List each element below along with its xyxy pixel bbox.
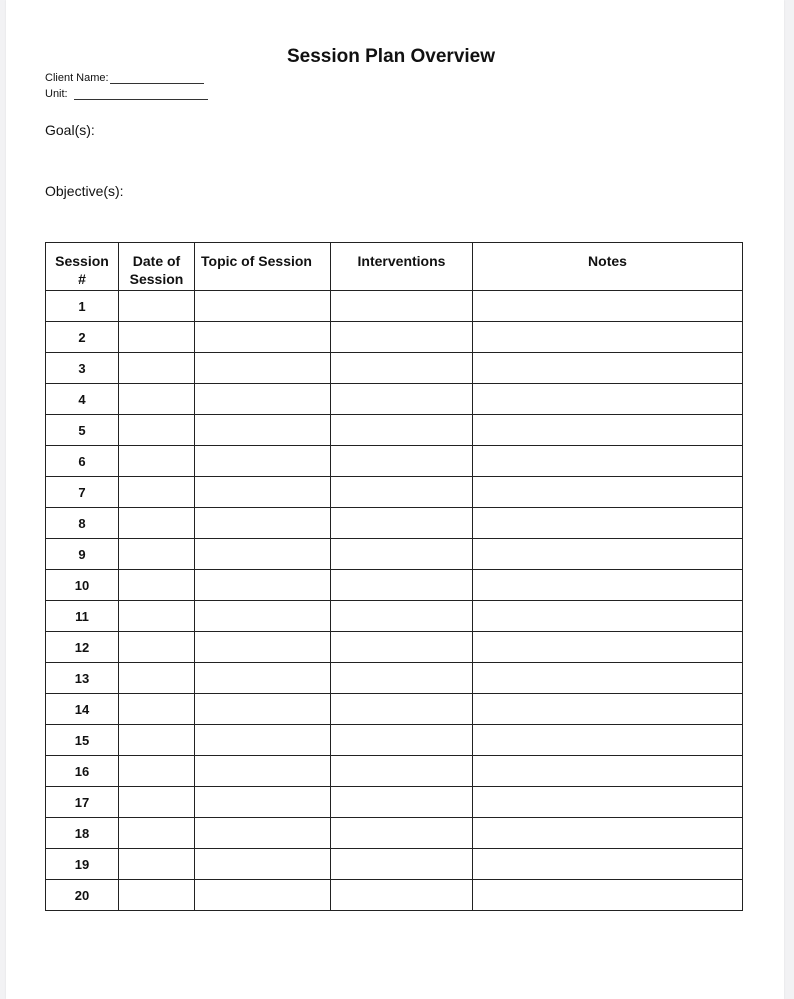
date-cell[interactable] [119, 818, 195, 849]
notes-cell[interactable] [473, 694, 743, 725]
session-number-cell: 8 [46, 508, 119, 539]
session-number-cell: 13 [46, 663, 119, 694]
date-cell[interactable] [119, 880, 195, 911]
table-row [46, 849, 743, 880]
topic-cell[interactable] [195, 415, 331, 446]
session-number-cell: 9 [46, 539, 119, 570]
date-cell[interactable] [119, 694, 195, 725]
interventions-cell[interactable] [331, 632, 473, 663]
date-cell[interactable] [119, 787, 195, 818]
topic-cell[interactable] [195, 353, 331, 384]
table-header-row [46, 243, 743, 291]
interventions-cell[interactable] [331, 880, 473, 911]
header-date-line2: Session [129, 271, 184, 287]
notes-cell[interactable] [473, 508, 743, 539]
session-plan-table [45, 242, 743, 911]
notes-cell[interactable] [473, 601, 743, 632]
table-row [46, 663, 743, 694]
date-cell[interactable] [119, 570, 195, 601]
session-number-cell: 16 [46, 756, 119, 787]
topic-cell[interactable] [195, 322, 331, 353]
date-cell[interactable] [119, 539, 195, 570]
topic-cell[interactable] [195, 787, 331, 818]
topic-cell[interactable] [195, 725, 331, 756]
table-row [46, 508, 743, 539]
interventions-cell[interactable] [331, 570, 473, 601]
date-cell[interactable] [119, 508, 195, 539]
table-row [46, 415, 743, 446]
table-row [46, 756, 743, 787]
date-cell[interactable] [119, 601, 195, 632]
unit-label: Unit: [45, 88, 68, 100]
header-topic: Topic of Session [195, 243, 331, 291]
topic-cell[interactable] [195, 756, 331, 787]
notes-cell[interactable] [473, 539, 743, 570]
unit-field [45, 88, 208, 100]
page-title: Session Plan Overview [286, 46, 496, 67]
date-cell[interactable] [119, 725, 195, 756]
session-number-cell: 17 [46, 787, 119, 818]
session-number-cell: 20 [46, 880, 119, 911]
session-number-cell: 19 [46, 849, 119, 880]
interventions-cell[interactable] [331, 539, 473, 570]
session-number-cell: 6 [46, 446, 119, 477]
topic-cell[interactable] [195, 849, 331, 880]
session-number-cell: 2 [46, 322, 119, 353]
notes-cell[interactable] [473, 787, 743, 818]
table-row [46, 539, 743, 570]
date-cell[interactable] [119, 663, 195, 694]
date-cell[interactable] [119, 322, 195, 353]
date-cell[interactable] [119, 353, 195, 384]
interventions-cell[interactable] [331, 322, 473, 353]
topic-cell[interactable] [195, 694, 331, 725]
topic-cell[interactable] [195, 508, 331, 539]
date-cell[interactable] [119, 849, 195, 880]
interventions-cell[interactable] [331, 353, 473, 384]
notes-cell[interactable] [473, 818, 743, 849]
header-date-of-session [119, 243, 195, 291]
client-name-field [45, 72, 204, 84]
notes-cell[interactable] [473, 880, 743, 911]
session-number-cell: 4 [46, 384, 119, 415]
table-row [46, 694, 743, 725]
table-row [46, 291, 743, 322]
table-row [46, 384, 743, 415]
interventions-cell[interactable] [331, 663, 473, 694]
session-number-cell: 3 [46, 353, 119, 384]
header-session-line1: Session [55, 253, 109, 269]
table-row [46, 880, 743, 911]
date-cell[interactable] [119, 446, 195, 477]
interventions-cell[interactable] [331, 787, 473, 818]
notes-cell[interactable] [473, 322, 743, 353]
date-cell[interactable] [119, 632, 195, 663]
table-row [46, 632, 743, 663]
notes-cell[interactable] [473, 384, 743, 415]
table-row [46, 322, 743, 353]
client-name-blank-line[interactable] [110, 73, 204, 84]
notes-cell[interactable] [473, 477, 743, 508]
topic-cell[interactable] [195, 632, 331, 663]
session-number-cell: 12 [46, 632, 119, 663]
table-row [46, 446, 743, 477]
notes-cell[interactable] [473, 663, 743, 694]
table-body [46, 291, 743, 911]
date-cell[interactable] [119, 291, 195, 322]
interventions-cell[interactable] [331, 601, 473, 632]
notes-cell[interactable] [473, 632, 743, 663]
notes-cell[interactable] [473, 570, 743, 601]
table-row [46, 725, 743, 756]
topic-cell[interactable] [195, 446, 331, 477]
topic-cell[interactable] [195, 291, 331, 322]
interventions-cell[interactable] [331, 849, 473, 880]
table-row [46, 601, 743, 632]
header-session-line2: # [78, 271, 86, 287]
session-number-cell: 15 [46, 725, 119, 756]
session-number-cell: 18 [46, 818, 119, 849]
header-session-number [46, 243, 119, 291]
interventions-cell[interactable] [331, 725, 473, 756]
date-cell[interactable] [119, 384, 195, 415]
objectives-label: Objective(s): [45, 183, 124, 199]
interventions-cell[interactable] [331, 384, 473, 415]
notes-cell[interactable] [473, 291, 743, 322]
notes-cell[interactable] [473, 446, 743, 477]
session-number-cell: 7 [46, 477, 119, 508]
topic-cell[interactable] [195, 539, 331, 570]
date-cell[interactable] [119, 477, 195, 508]
date-cell[interactable] [119, 415, 195, 446]
table-row [46, 787, 743, 818]
topic-cell[interactable] [195, 477, 331, 508]
header-notes: Notes [473, 243, 743, 291]
notes-cell[interactable] [473, 353, 743, 384]
notes-cell[interactable] [473, 849, 743, 880]
topic-cell[interactable] [195, 384, 331, 415]
session-number-cell: 14 [46, 694, 119, 725]
interventions-cell[interactable] [331, 415, 473, 446]
table-row [46, 818, 743, 849]
session-number-cell: 1 [46, 291, 119, 322]
topic-cell[interactable] [195, 601, 331, 632]
session-number-cell: 5 [46, 415, 119, 446]
notes-cell[interactable] [473, 756, 743, 787]
topic-cell[interactable] [195, 818, 331, 849]
client-name-label: Client Name: [45, 72, 109, 84]
notes-cell[interactable] [473, 725, 743, 756]
interventions-cell[interactable] [331, 291, 473, 322]
session-number-cell: 11 [46, 601, 119, 632]
goals-label: Goal(s): [45, 122, 95, 138]
session-number-cell: 10 [46, 570, 119, 601]
table-row [46, 570, 743, 601]
interventions-cell[interactable] [331, 756, 473, 787]
header-date-line1: Date of [132, 253, 181, 269]
table-row [46, 477, 743, 508]
interventions-cell[interactable] [331, 446, 473, 477]
interventions-cell[interactable] [331, 818, 473, 849]
topic-cell[interactable] [195, 570, 331, 601]
unit-blank-line[interactable] [74, 89, 208, 100]
date-cell[interactable] [119, 756, 195, 787]
interventions-cell[interactable] [331, 694, 473, 725]
table-row [46, 353, 743, 384]
interventions-cell[interactable] [331, 508, 473, 539]
topic-cell[interactable] [195, 880, 331, 911]
interventions-cell[interactable] [331, 477, 473, 508]
topic-cell[interactable] [195, 663, 331, 694]
notes-cell[interactable] [473, 415, 743, 446]
header-interventions: Interventions [331, 243, 473, 291]
